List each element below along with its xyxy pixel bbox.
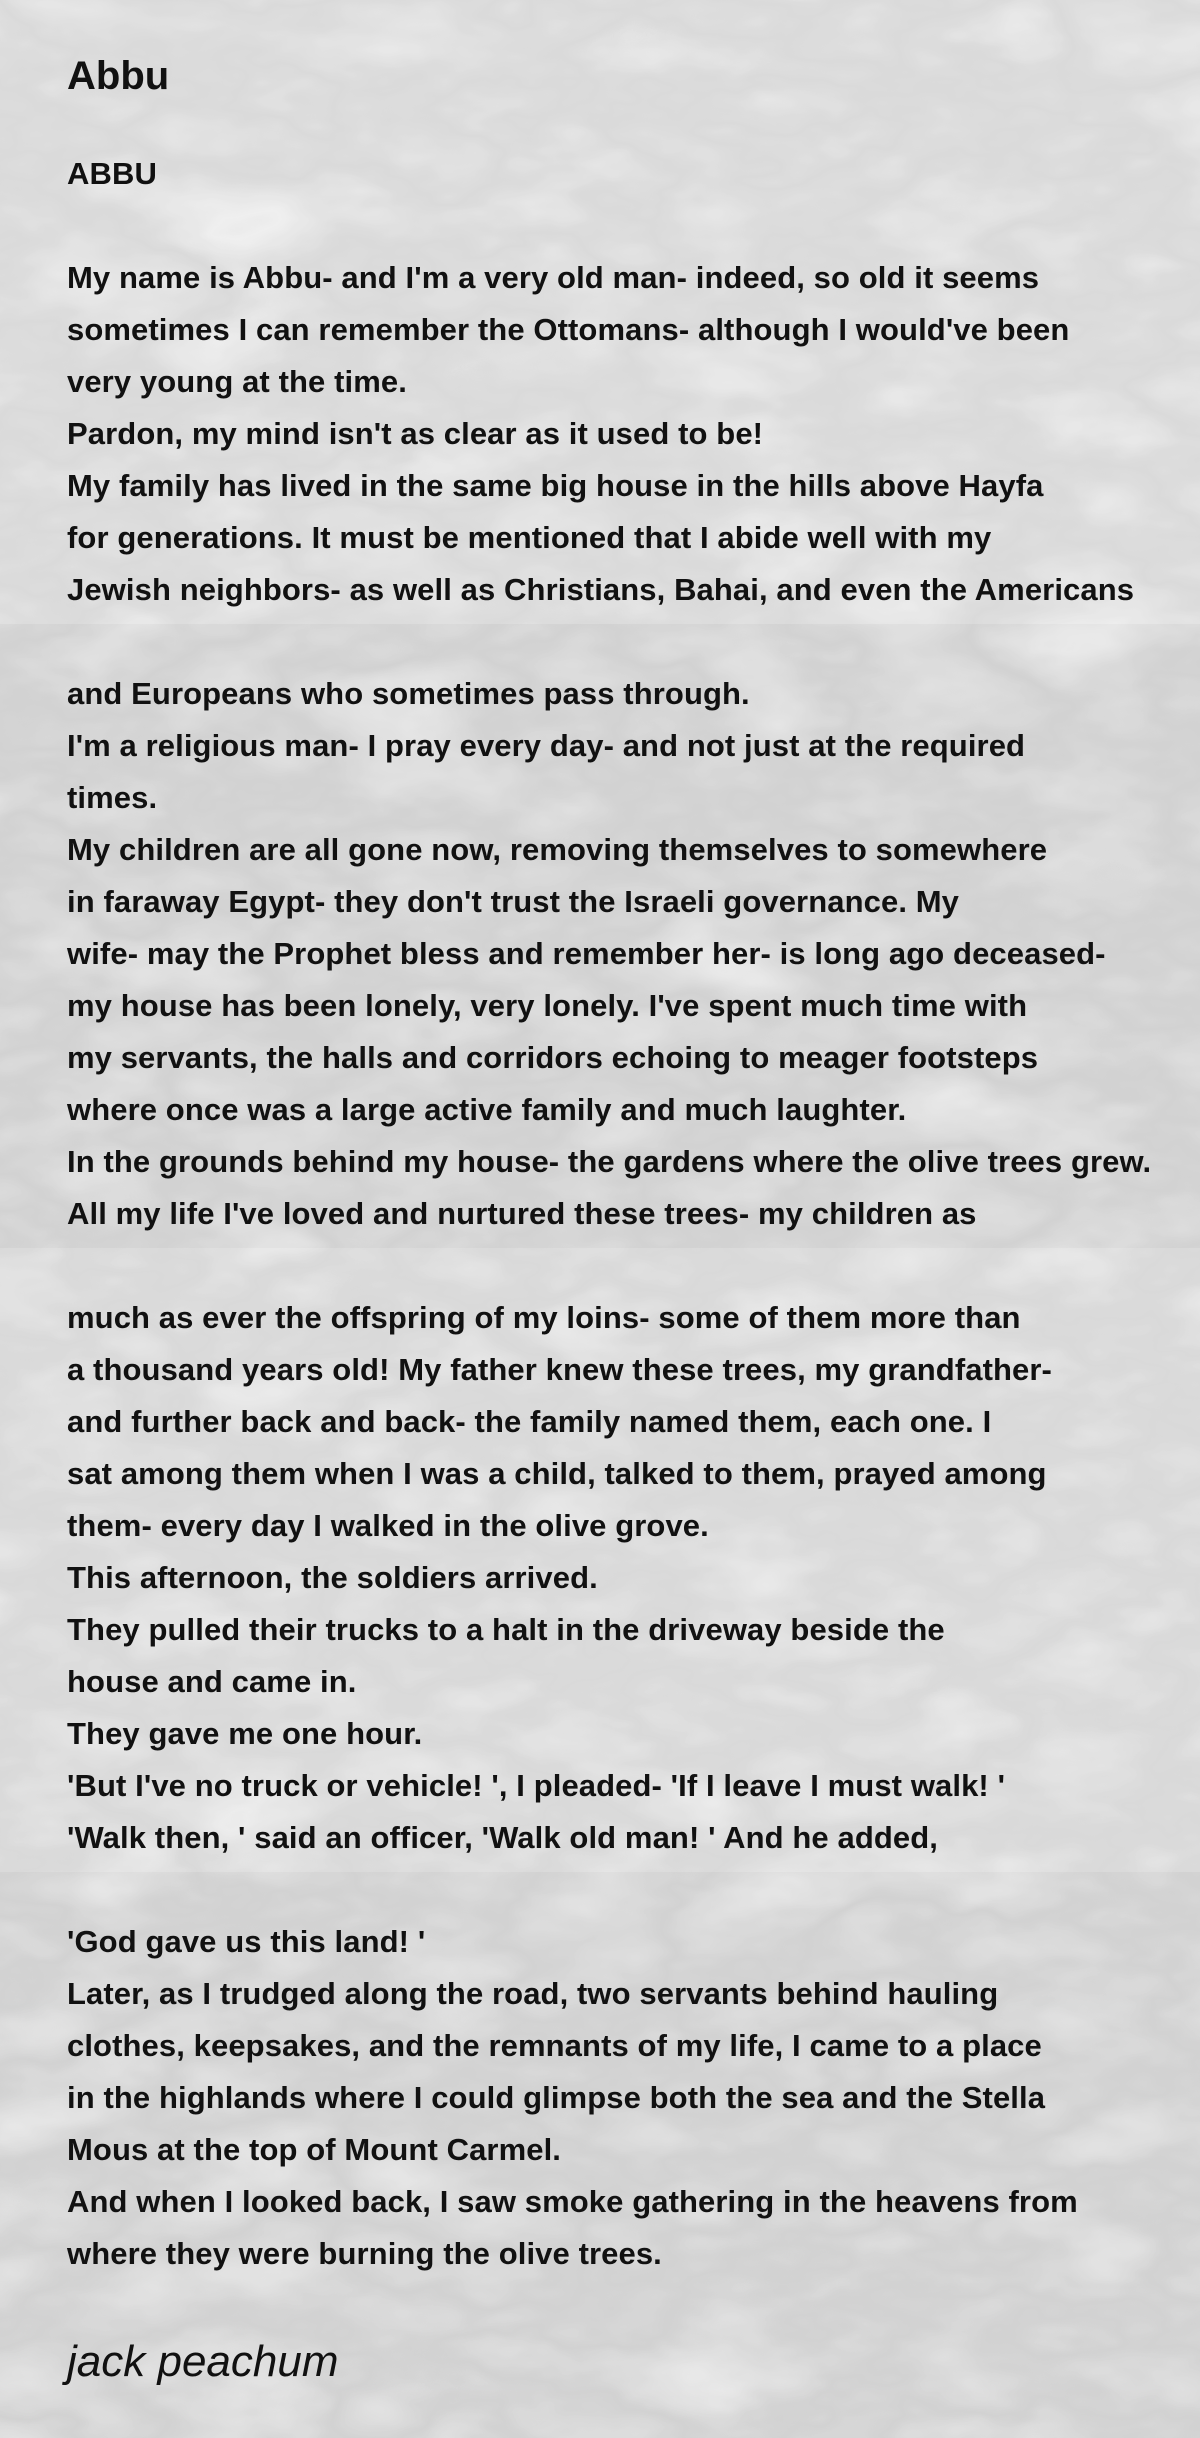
poem-line: I'm a religious man- I pray every day- and not just at the required xyxy=(67,728,1026,763)
poem-line: where they were burning the olive trees. xyxy=(67,2236,662,2271)
poem-line: and further back and back- the family named them, each one. I xyxy=(67,1404,992,1439)
poem-line: in the highlands where I could glimpse both the sea and the Stella xyxy=(67,2080,1046,2115)
poem-line: My name is Abbu- and I'm a very old man- indeed, so old it seems xyxy=(67,260,1040,295)
poem-line: sat among them when I was a child, talked to them, prayed among xyxy=(67,1456,1047,1491)
poem-line: In the grounds behind my house- the gardens where the olive trees grew. xyxy=(67,1144,1152,1179)
poem-title: Abbu xyxy=(67,54,170,98)
poem-line: Mous at the top of Mount Carmel. xyxy=(67,2132,562,2167)
poem-line: for generations. It must be mentioned that I abide well with my xyxy=(67,520,992,555)
poem-line: My children are all gone now, removing themselves to somewhere xyxy=(67,832,1048,867)
poem-line: Later, as I trudged along the road, two servants behind hauling xyxy=(67,1976,999,2011)
poem-line: They pulled their trucks to a halt in the driveway beside the xyxy=(67,1612,945,1647)
poem-line: times. xyxy=(67,780,158,815)
poem-author: jack peachum xyxy=(67,2337,339,2386)
poem-line: And when I looked back, I saw smoke gathering in the heavens from xyxy=(67,2184,1078,2219)
poem-line: 'God gave us this land! ' xyxy=(67,1924,426,1959)
poem-line: and Europeans who sometimes pass through. xyxy=(67,676,750,711)
poem-line: much as ever the offspring of my loins- some of them more than xyxy=(67,1300,1021,1335)
poem-line: My family has lived in the same big house in the hills above Hayfa xyxy=(67,468,1044,503)
poem-line: where once was a large active family and much laughter. xyxy=(67,1092,907,1127)
poem-line: They gave me one hour. xyxy=(67,1716,423,1751)
poem-line: sometimes I can remember the Ottomans- although I would've been xyxy=(67,312,1070,347)
poem-line: clothes, keepsakes, and the remnants of my life, I came to a place xyxy=(67,2028,1042,2063)
poem-line: All my life I've loved and nurtured these trees- my children as xyxy=(67,1196,977,1231)
poem-line: Pardon, my mind isn't as clear as it used to be! xyxy=(67,416,764,451)
poem-line: my servants, the halls and corridors echoing to meager footsteps xyxy=(67,1040,1039,1075)
poem-line: my house has been lonely, very lonely. I've spent much time with xyxy=(67,988,1028,1023)
poem-line: 'Walk then, ' said an officer, 'Walk old man! ' And he added, xyxy=(67,1820,938,1855)
poem-line: in faraway Egypt- they don't trust the Israeli governance. My xyxy=(67,884,960,919)
poem-line: house and came in. xyxy=(67,1664,357,1699)
poem-line: Jewish neighbors- as well as Christians, Bahai, and even the Americans xyxy=(67,572,1135,607)
poem-line: very young at the time. xyxy=(67,364,407,399)
poem-line: a thousand years old! My father knew these trees, my grandfather- xyxy=(67,1352,1052,1387)
poem-line: wife- may the Prophet bless and remember her- is long ago deceased- xyxy=(67,936,1106,971)
poem-line: ABBU xyxy=(67,156,157,191)
poem-line: 'But I've no truck or vehicle! ', I pleaded- 'If I leave I must walk! ' xyxy=(67,1768,1006,1803)
poem-line: This afternoon, the soldiers arrived. xyxy=(67,1560,598,1595)
poem-line: them- every day I walked in the olive grove. xyxy=(67,1508,709,1543)
